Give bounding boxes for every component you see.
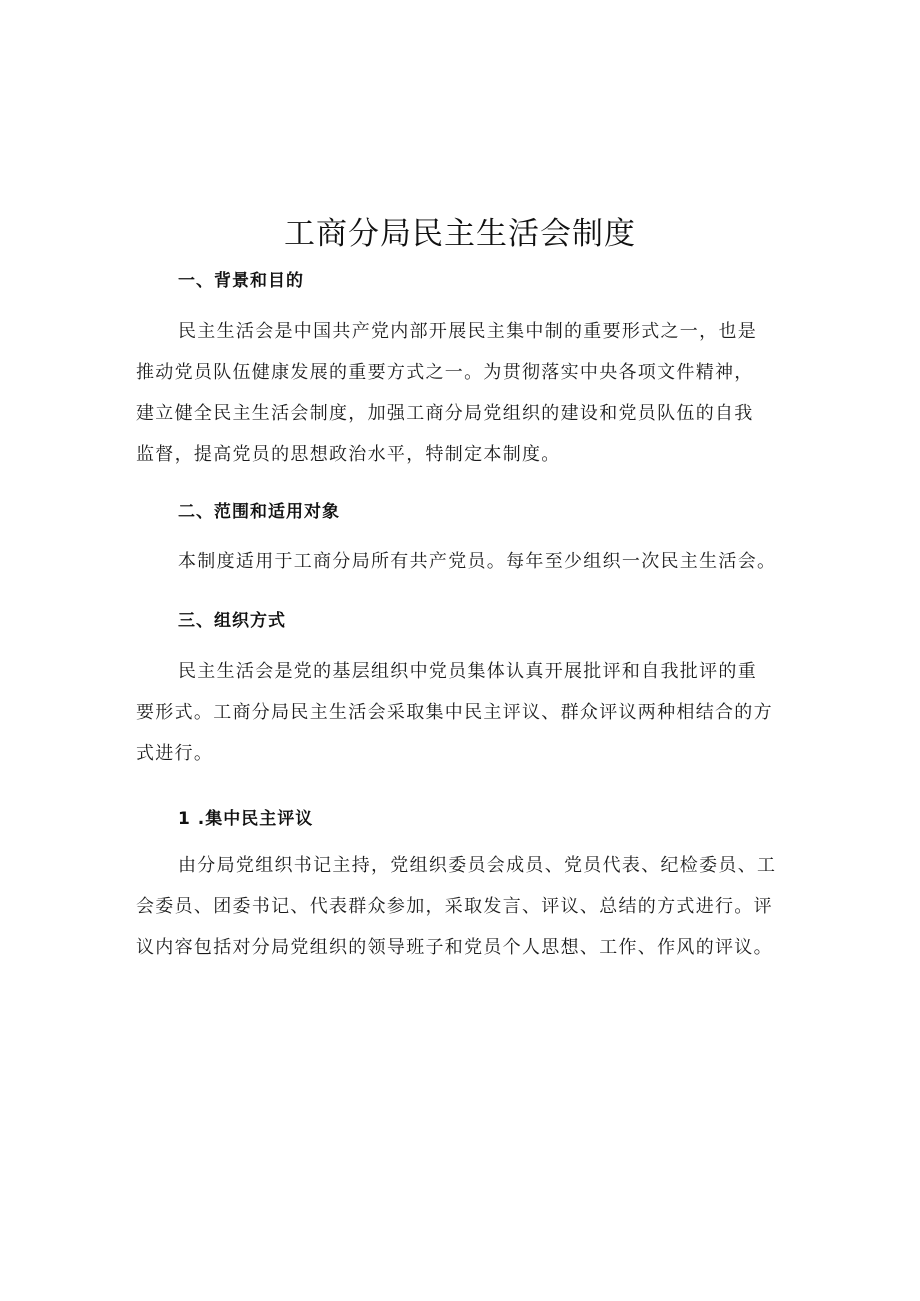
document-title: 工商分局民主生活会制度 [284, 216, 636, 252]
section-heading-scope: 二、范围和适用对象 [178, 502, 340, 522]
body-line: 本制度适用于工商分局所有共产党员。每年至少组织一次民主生活会。 [178, 551, 777, 572]
body-line: 由分局党组织书记主持，党组织委员会成员、党员代表、纪检委员、工 [178, 855, 777, 876]
section-heading-background: 一、背景和目的 [178, 271, 304, 291]
section-body-background [136, 311, 816, 475]
body-line: 式进行。 [136, 743, 214, 764]
body-line: 议内容包括对分局党组织的领导班子和党员个人思想、工作、作风的评议。 [136, 937, 773, 958]
body-line: 建立健全民主生活会制度，加强工商分局党组织的建设和党员队伍的自我 [136, 403, 754, 424]
body-line: 要形式。工商分局民主生活会采取集中民主评议、群众评议两种相结合的方 [136, 702, 773, 723]
body-line: 会委员、团委书记、代表群众参加，采取发言、评议、总结的方式进行。评 [136, 896, 773, 917]
body-line: 民主生活会是党的基层组织中党员集体认真开展批评和自我批评的重 [178, 661, 757, 682]
subsection-heading-centralized-review: 1 .集中民主评议 [178, 809, 314, 829]
body-line: 监督，提高党员的思想政治水平，特制定本制度。 [136, 444, 561, 465]
section-body-organization [136, 651, 816, 774]
body-line: 推动党员队伍健康发展的重要方式之一。为贯彻落实中央各项文件精神， [136, 362, 754, 383]
section-heading-organization: 三、组织方式 [178, 611, 286, 631]
subsection-body-centralized-review [136, 845, 816, 968]
body-line: 民主生活会是中国共产党内部开展民主集中制的重要形式之一，也是 [178, 321, 757, 342]
section-body-scope [136, 541, 816, 582]
